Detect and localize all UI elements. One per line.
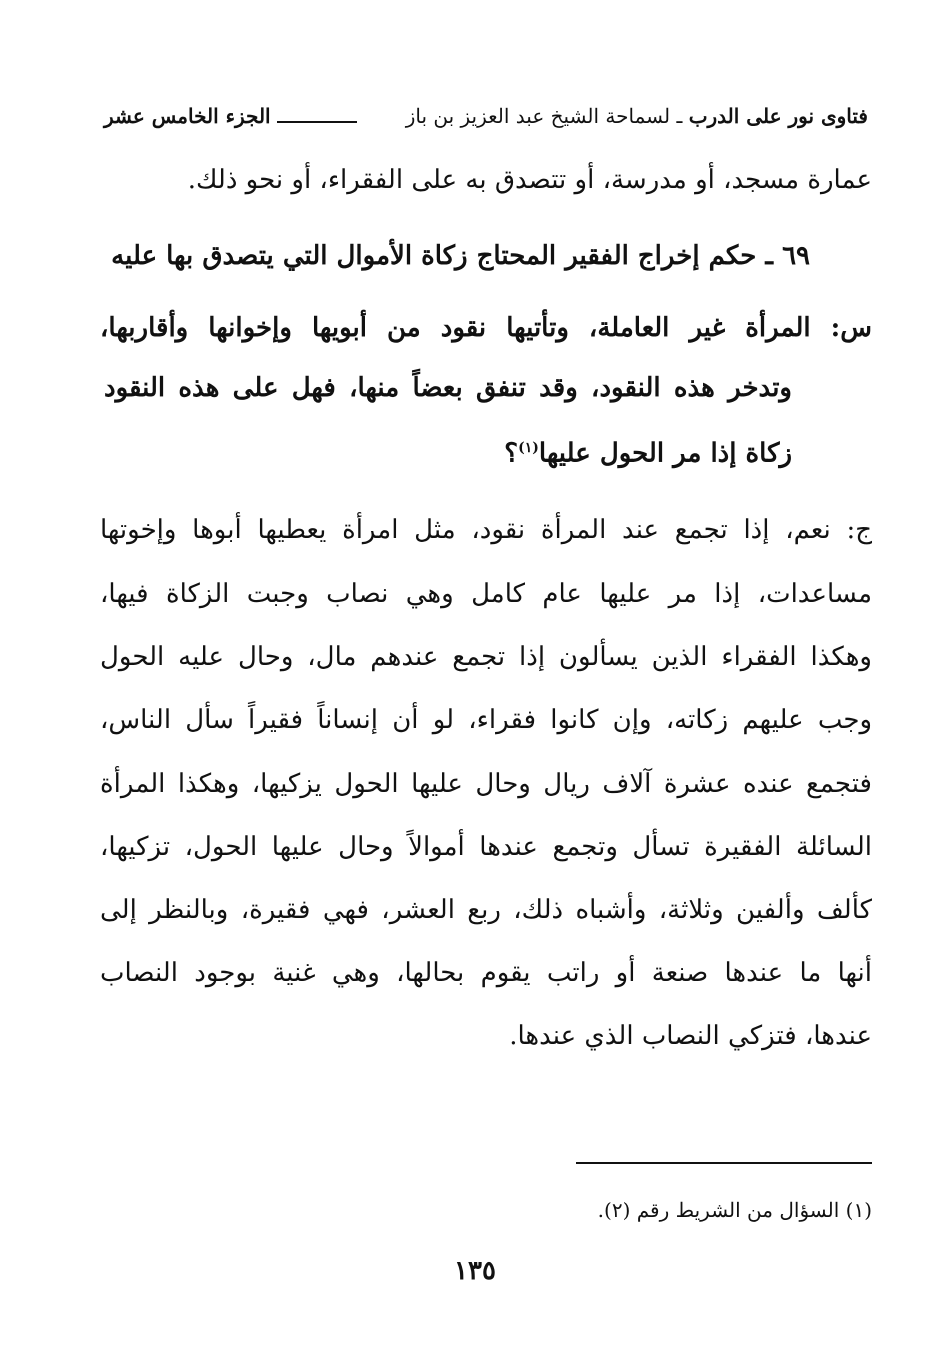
- answer-line-4: وجب عليهم زكاته، وإن كانوا فقراء، لو أن إنساناً فقيراً سأل الناس،: [100, 705, 872, 735]
- footnote: (١) السؤال من الشريط رقم (٢).: [597, 1198, 872, 1222]
- answer-line-9: عندها، فتزكي النصاب الذي عندها.: [509, 1021, 872, 1051]
- question-line-2: وتدخر هذه النقود، وقد تنفق بعضاً منها، فهل على هذه النقود: [104, 373, 792, 403]
- header-book-title: فتاوى نور على الدرب: [688, 104, 868, 128]
- answer-line-1: ج: نعم، إذا تجمع عند المرأة نقود، مثل امرأة يعطيها أبوها وإخوتها: [100, 515, 872, 545]
- intro-line: عمارة مسجد، أو مدرسة، أو تتصدق به على الفقراء، أو نحو ذلك.: [187, 165, 872, 195]
- answer-line-7: كألف وألفين وثلاثة، وأشباه ذلك، ربع العشر، فهي فقيرة، وبالنظر إلى: [100, 895, 872, 925]
- question-line-3: [300, 418, 792, 484]
- question-mark: ؟: [504, 438, 519, 469]
- running-header: [104, 96, 868, 136]
- answer-line-3: وهكذا الفقراء الذين يسألون إذا تجمع عندهم مال، وحال عليه الحول: [100, 642, 872, 672]
- question-last-line-text: زكاة إذا مر الحول عليها: [538, 438, 792, 469]
- answer-line-8: أنها ما عندها صنعة أو راتب يقوم بحالها، وهي غنية بوجود النصاب: [100, 958, 872, 988]
- header-source: [406, 104, 868, 128]
- answer-line-2: مساعدات، إذا مر عليها عام كامل وهي نصاب وجبت الزكاة فيها،: [100, 579, 872, 609]
- header-author: ـ لسماحة الشيخ عبد العزيز بن باز: [405, 104, 683, 128]
- answer-line-5: فتجمع عنده عشرة آلاف ريال وحال عليها الحول يزكيها، وهكذا المرأة: [100, 769, 872, 799]
- header-volume-group: [104, 104, 357, 128]
- header-rule: [277, 121, 357, 123]
- answer-line-6: السائلة الفقيرة تسأل وتجمع عندها أموالاً وحال عليها الحول، تزكيها،: [100, 832, 872, 862]
- question-line-1: س: المرأة غير العاملة، وتأتيها نقود من أبويها وإخوانها وأقاربها،: [100, 313, 872, 343]
- footnote-marker: (١): [518, 440, 539, 456]
- page-number: ١٣٥: [454, 1256, 496, 1286]
- section-title: ٦٩ ـ حكم إخراج الفقير المحتاج زكاة الأموال التي يتصدق بها عليه: [111, 241, 810, 271]
- footnote-separator: [576, 1162, 872, 1164]
- header-volume: الجزء الخامس عشر: [104, 104, 271, 128]
